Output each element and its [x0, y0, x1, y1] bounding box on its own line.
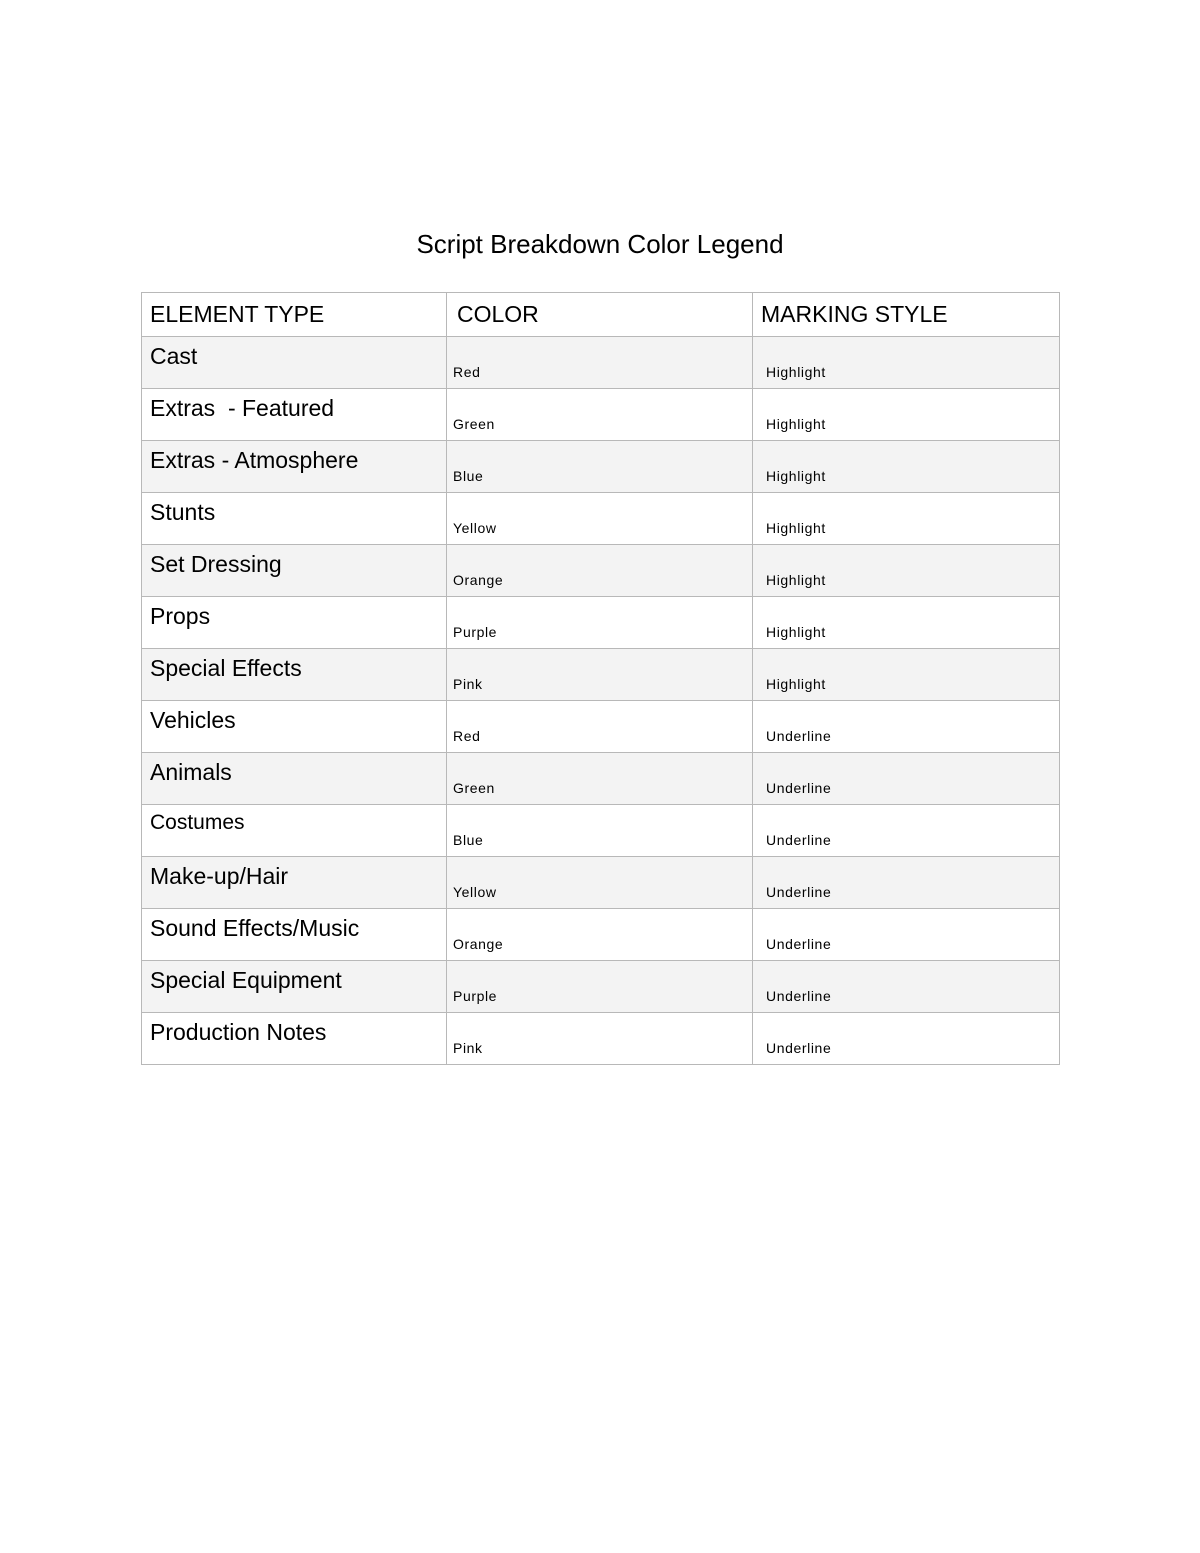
table-row: [142, 857, 1060, 909]
marking-style-cell: Highlight: [753, 597, 1060, 649]
color-cell: Orange: [447, 545, 753, 597]
table-row: [142, 649, 1060, 701]
marking-style-cell: Underline: [753, 1013, 1060, 1065]
marking-style-cell: Underline: [753, 961, 1060, 1013]
color-cell: Pink: [447, 649, 753, 701]
color-cell: Purple: [447, 961, 753, 1013]
element-type-cell: Extras - Featured: [142, 389, 447, 441]
marking-style-cell: Underline: [753, 805, 1060, 857]
table-row: [142, 389, 1060, 441]
header-color: COLOR: [447, 293, 753, 337]
color-cell: Pink: [447, 1013, 753, 1065]
marking-style-cell: Underline: [753, 857, 1060, 909]
table-row: [142, 1013, 1060, 1065]
header-element-type: ELEMENT TYPE: [142, 293, 447, 337]
marking-style-cell: Underline: [753, 753, 1060, 805]
table-row: [142, 597, 1060, 649]
table-header: [142, 293, 1060, 337]
marking-style-cell: Underline: [753, 909, 1060, 961]
element-type-cell: Animals: [142, 753, 447, 805]
table-row: [142, 753, 1060, 805]
color-cell: Blue: [447, 805, 753, 857]
table-row: [142, 909, 1060, 961]
element-type-cell: Props: [142, 597, 447, 649]
color-cell: Purple: [447, 597, 753, 649]
table-body: [142, 337, 1060, 1065]
table-row: [142, 441, 1060, 493]
marking-style-cell: Highlight: [753, 337, 1060, 389]
marking-style-cell: Highlight: [753, 649, 1060, 701]
color-cell: Red: [447, 337, 753, 389]
table-row: [142, 545, 1060, 597]
marking-style-cell: Highlight: [753, 441, 1060, 493]
table-row: [142, 337, 1060, 389]
element-type-cell: Stunts: [142, 493, 447, 545]
element-type-cell: Set Dressing: [142, 545, 447, 597]
header-marking-style: MARKING STYLE: [753, 293, 1060, 337]
color-cell: Green: [447, 389, 753, 441]
element-type-cell: Special Effects: [142, 649, 447, 701]
element-type-cell: Extras - Atmosphere: [142, 441, 447, 493]
element-type-cell: Make-up/Hair: [142, 857, 447, 909]
page-title: Script Breakdown Color Legend: [416, 229, 784, 259]
table-row: [142, 493, 1060, 545]
color-cell: Orange: [447, 909, 753, 961]
table-row: [142, 701, 1060, 753]
element-type-cell: Sound Effects/Music: [142, 909, 447, 961]
marking-style-cell: Highlight: [753, 389, 1060, 441]
color-cell: Yellow: [447, 857, 753, 909]
color-cell: Red: [447, 701, 753, 753]
table-row: [142, 961, 1060, 1013]
color-legend-table: [141, 292, 1060, 1065]
element-type-cell: Vehicles: [142, 701, 447, 753]
element-type-cell: Production Notes: [142, 1013, 447, 1065]
marking-style-cell: Highlight: [753, 545, 1060, 597]
header-row: [142, 293, 1060, 337]
color-cell: Blue: [447, 441, 753, 493]
color-cell: Green: [447, 753, 753, 805]
marking-style-cell: Underline: [753, 701, 1060, 753]
table-row: [142, 805, 1060, 857]
marking-style-cell: Highlight: [753, 493, 1060, 545]
element-type-cell: Costumes: [142, 805, 447, 857]
element-type-cell: Special Equipment: [142, 961, 447, 1013]
color-cell: Yellow: [447, 493, 753, 545]
element-type-cell: Cast: [142, 337, 447, 389]
